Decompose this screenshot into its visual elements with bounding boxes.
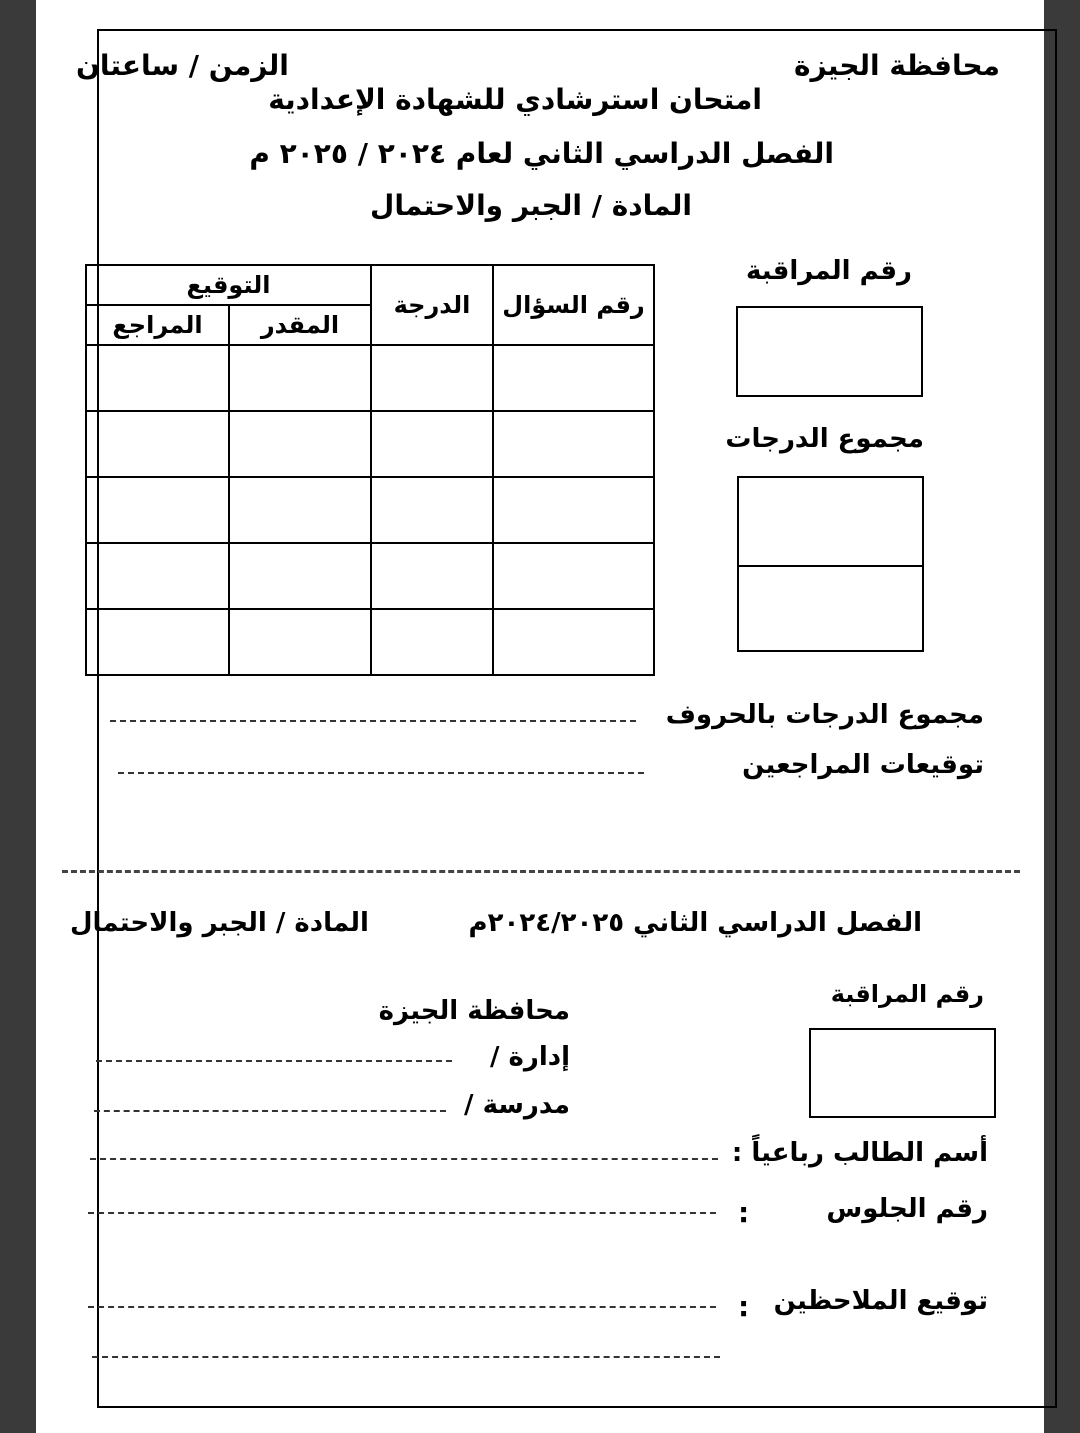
bottom-subject: المادة / الجبر والاحتمال	[70, 908, 369, 938]
table-cell[interactable]	[229, 609, 371, 675]
observers-signature-colon: :	[738, 1290, 750, 1323]
table-cell[interactable]	[229, 411, 371, 477]
seat-number-line[interactable]	[88, 1212, 716, 1214]
exam-subject: المادة / الجبر والاحتمال	[370, 189, 692, 222]
table-row	[86, 609, 654, 675]
observers-signature-label: توقيع الملاحظين	[773, 1286, 988, 1316]
table-row	[86, 543, 654, 609]
question-number-header: رقم السؤال	[493, 265, 654, 345]
table-cell[interactable]	[493, 477, 654, 543]
table-cell[interactable]	[493, 543, 654, 609]
table-cell[interactable]	[371, 411, 493, 477]
school-line[interactable]	[94, 1110, 446, 1112]
monitor-number-box[interactable]	[736, 306, 923, 397]
exam-term: الفصل الدراسي الثاني لعام ٢٠٢٤ / ٢٠٢٥ م	[249, 137, 834, 170]
table-cell[interactable]	[86, 609, 229, 675]
table-row	[86, 477, 654, 543]
administration-line[interactable]	[96, 1060, 452, 1062]
grade-header: الدرجة	[371, 265, 493, 345]
table-cell[interactable]	[371, 609, 493, 675]
total-grades-label: مجموع الدرجات	[725, 424, 924, 454]
seat-number-colon: :	[738, 1196, 750, 1229]
governorate-title: محافظة الجيزة	[793, 49, 1000, 82]
reviewer-header: المراجع	[86, 305, 229, 345]
signature-header: التوقيع	[86, 265, 371, 305]
table-row	[86, 345, 654, 411]
observers-signature-line-2[interactable]	[92, 1356, 720, 1358]
estimator-header: المقدر	[229, 305, 371, 345]
total-in-words-label: مجموع الدرجات بالحروف	[665, 700, 984, 730]
table-cell[interactable]	[371, 345, 493, 411]
seat-number-label: رقم الجلوس	[826, 1194, 988, 1224]
cut-separator	[62, 870, 1020, 873]
bottom-governorate: محافظة الجيزة	[378, 996, 570, 1026]
table-cell[interactable]	[229, 345, 371, 411]
table-cell[interactable]	[229, 543, 371, 609]
table-cell[interactable]	[493, 345, 654, 411]
bottom-term: الفصل الدراسي الثاني ٢٠٢٤/٢٠٢٥م	[468, 908, 922, 938]
reviewers-signatures-label: توقيعات المراجعين	[742, 750, 984, 780]
table-cell[interactable]	[371, 543, 493, 609]
student-name-line[interactable]	[90, 1158, 718, 1160]
exam-time: الزمن / ساعتان	[76, 49, 289, 82]
table-cell[interactable]	[371, 477, 493, 543]
student-name-label: أسم الطالب رباعياً :	[731, 1138, 988, 1168]
administration-label: إدارة /	[489, 1042, 570, 1072]
table-cell[interactable]	[86, 411, 229, 477]
table-cell[interactable]	[493, 609, 654, 675]
table-cell[interactable]	[86, 543, 229, 609]
table-cell[interactable]	[229, 477, 371, 543]
total-grades-divider	[739, 565, 922, 567]
reviewers-signatures-line[interactable]	[118, 772, 644, 774]
monitor-number-label: رقم المراقبة	[745, 256, 912, 286]
total-grades-box	[737, 476, 924, 652]
bottom-monitor-number-box[interactable]	[809, 1028, 996, 1118]
school-label: مدرسة /	[464, 1090, 570, 1120]
table-row	[86, 411, 654, 477]
table-cell[interactable]	[86, 345, 229, 411]
grades-table	[85, 264, 655, 676]
bottom-monitor-number-label: رقم المراقبة	[830, 980, 984, 1008]
total-in-words-line[interactable]	[110, 720, 636, 722]
exam-title: امتحان استرشادي للشهادة الإعدادية	[268, 83, 762, 116]
observers-signature-line[interactable]	[88, 1306, 716, 1308]
table-cell[interactable]	[493, 411, 654, 477]
table-cell[interactable]	[86, 477, 229, 543]
